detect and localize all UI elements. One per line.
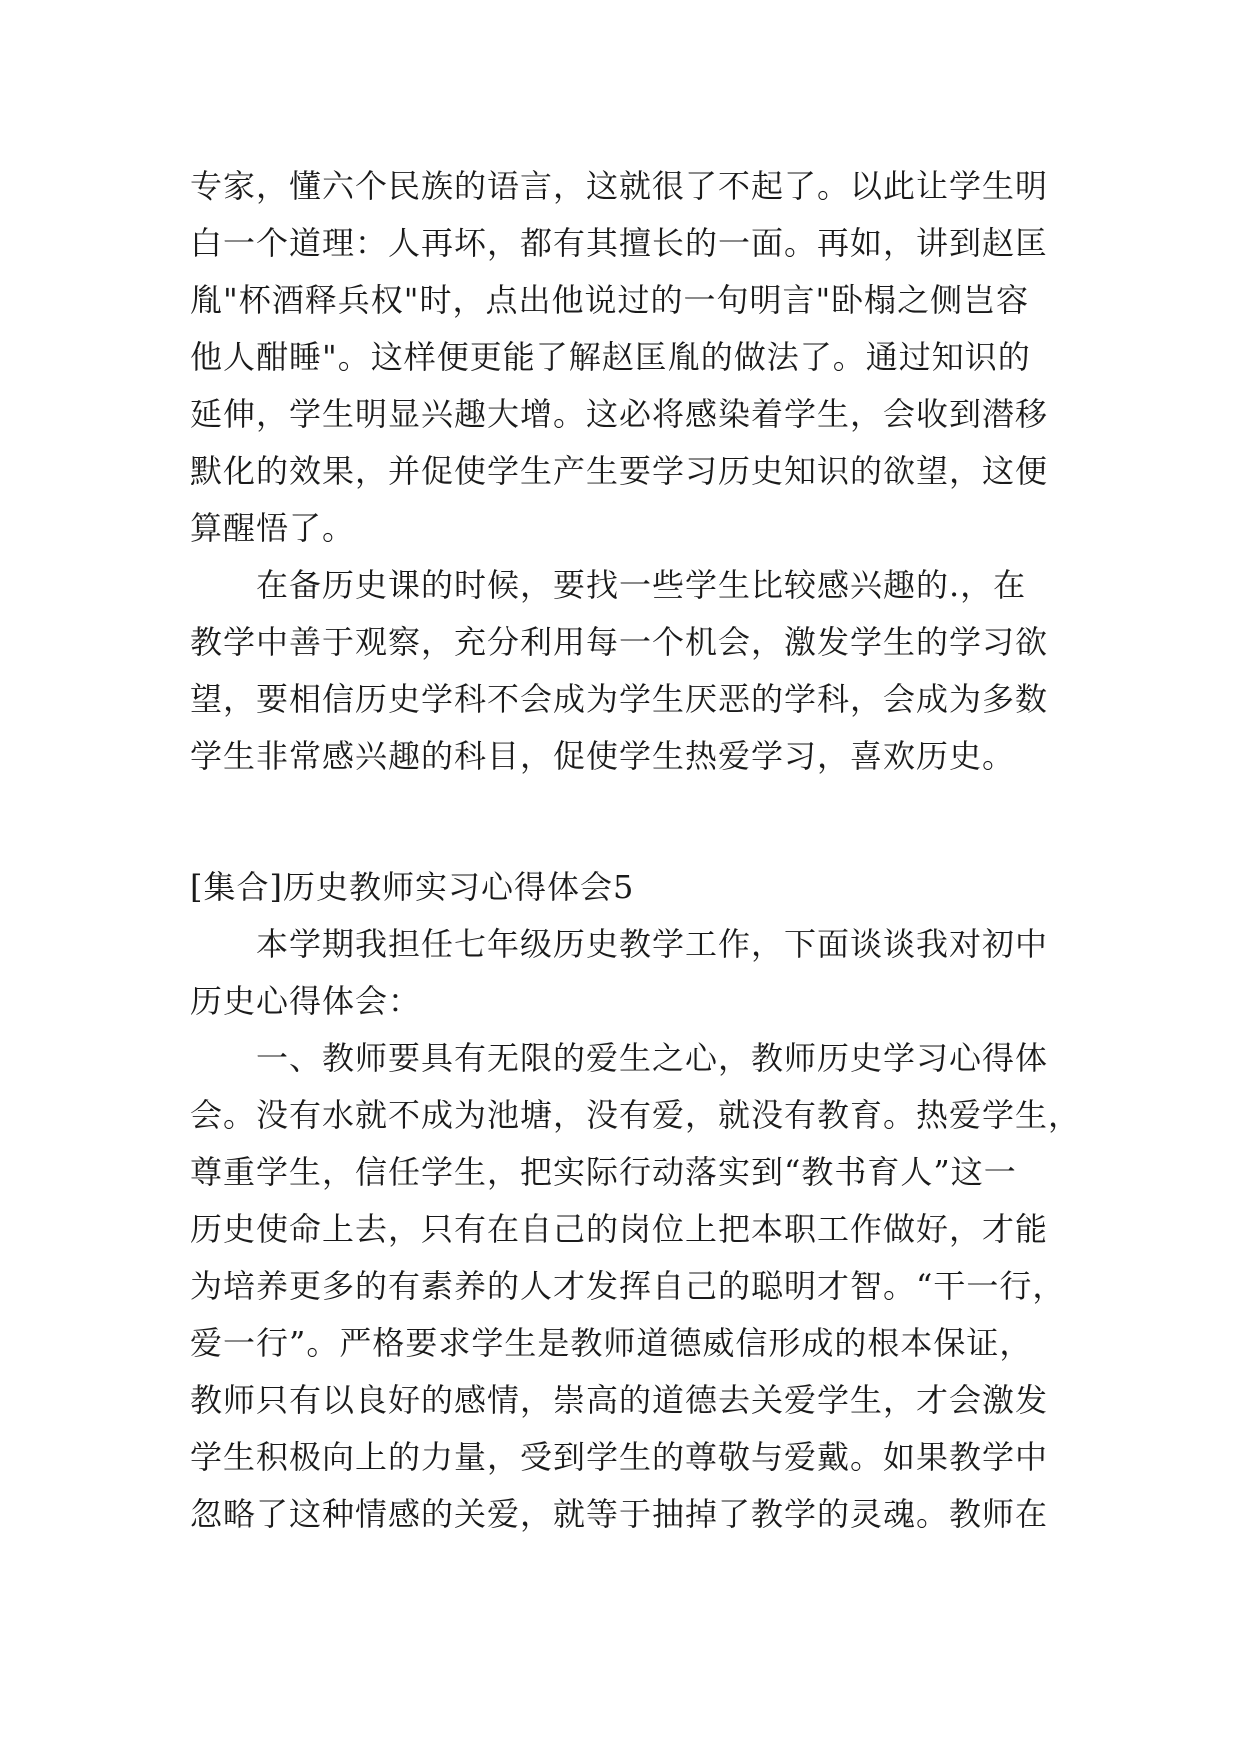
paragraph-line: 为培养更多的有素养的人才发挥自己的聪明才智。“干一行，	[190, 1267, 1066, 1305]
paragraph-line: 学生积极向上的力量，受到学生的尊敬与爱戴。如果教学中	[190, 1438, 1049, 1476]
paragraph-2	[190, 557, 1060, 785]
paragraph-line: 默化的效果，并促使学生产生要学习历史知识的欲望，这便	[190, 452, 1049, 490]
paragraph-line: 望，要相信历史学科不会成为学生厌恶的学科，会成为多数	[190, 680, 1049, 718]
paragraph-4	[190, 1030, 1082, 1543]
paragraph-line: 教学中善于观察，充分利用每一个机会，激发学生的学习欲	[190, 623, 1049, 661]
section-heading: [集合]历史教师实习心得体会5	[190, 868, 635, 906]
paragraph-line: 尊重学生，信任学生，把实际行动落实到“教书育人”这一	[190, 1153, 1017, 1191]
paragraph-line: 忽略了这种情感的关爱，就等于抽掉了教学的灵魂。教师在	[190, 1495, 1049, 1533]
paragraph-line: 胤"杯酒释兵权"时，点出他说过的一句明言"卧榻之侧岂容	[190, 281, 1030, 319]
paragraph-line: 延伸，学生明显兴趣大增。这必将感染着学生，会收到潜移	[190, 395, 1049, 433]
paragraph-line: 他人酣睡"。这样便更能了解赵匡胤的做法了。通过知识的	[190, 338, 1031, 376]
paragraph-line: 专家，懂六个民族的语言，这就很了不起了。以此让学生明	[190, 167, 1049, 205]
paragraph-line: 本学期我担任七年级历史教学工作，下面谈谈我对初中	[256, 925, 1049, 963]
paragraph-line: 一、教师要具有无限的爱生之心，教师历史学习心得体	[256, 1039, 1049, 1077]
paragraph-line: 教师只有以良好的感情，崇高的道德去关爱学生，才会激发	[190, 1381, 1049, 1419]
paragraph-line: 在备历史课的时候，要找一些学生比较感兴趣的.，在	[256, 566, 1027, 604]
paragraph-line: 爱一行”。严格要求学生是教师道德威信形成的根本保证，	[190, 1324, 1033, 1362]
paragraph-line: 算醒悟了。	[190, 509, 356, 547]
paragraph-3	[190, 916, 1060, 1030]
paragraph-line: 学生非常感兴趣的科目，促使学生热爱学习，喜欢历史。	[190, 737, 1016, 775]
paragraph-line: 会。没有水就不成为池塘，没有爱，就没有教育。热爱学生，	[190, 1096, 1082, 1134]
document-body	[190, 158, 1082, 1543]
paragraph-line: 历史心得体会：	[190, 982, 422, 1020]
paragraph-1	[190, 158, 1060, 557]
paragraph-line: 白一个道理：人再坏，都有其擅长的一面。再如，讲到赵匡	[190, 224, 1049, 262]
section-spacer	[190, 785, 1060, 859]
paragraph-line: 历史使命上去，只有在自己的岗位上把本职工作做好，才能	[190, 1210, 1049, 1248]
